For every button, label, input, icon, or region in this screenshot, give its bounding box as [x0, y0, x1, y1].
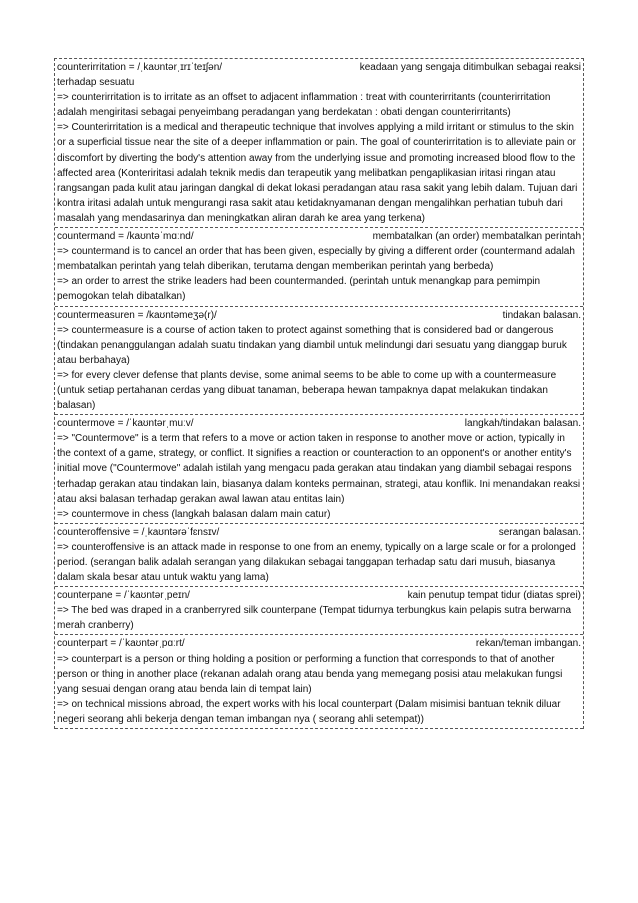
entry-header [57, 636, 581, 651]
entry-gloss: kain penutup tempat tidur (diatas sprei) [407, 590, 581, 602]
entry-gloss: rekan/teman imbangan. [475, 638, 581, 650]
entry-term: counterpane = /ˈkaʊntərˌpeɪn/ [57, 590, 190, 602]
glossary-entry [55, 524, 583, 587]
entry-text: => Counterirritation is a medical and therapeutic technique that involves applying a mild irritant or stimulus to the skin or a superficial tissue near the site of a deeper inflammation or pain. The goal of counterirritation is to alleviate pain or discomfort by diverting the body's attention away from the underlying issue and promoting increased blood flow to the affected area (Konteriritasi adalah teknik medis dan terapeutik yang melibatkan pengaplikasian iritasi ringan atau rangsangan pada kulit atau jaringan dangkal di dekat lokasi peradangan atau rasa sakit yang lebih dalam. Tujuan dari kontra iritasi adalah untuk mengurangi rasa sakit atau ketidaknyamanan dengan mengalihkan perhatian tubuh dari masalah yang mendasarinya dan meningkatkan aliran darah ke area yang terkena) [57, 122, 578, 224]
glossary-entry [55, 635, 583, 729]
glossary-entry [55, 307, 583, 416]
entry-gloss: langkah/tindakan balasan. [464, 418, 581, 430]
entry-text: => on technical missions abroad, the expert works with his local counterpart (Dalam misimisi bantuan teknik diluar negeri seorang ahli bekerja dengan teman imbangan nya ( seorang ahli setempat)) [57, 698, 561, 725]
entry-text: => counterirritation is to irritate as an offset to adjacent inflammation : treat with counterirritants (counterirritation adalah mengiritasi sebagai penyeimbang peradangan yang berdekatan : obati dengan counterirritants) [57, 92, 551, 119]
entry-header [57, 588, 581, 603]
glossary-entry [55, 59, 583, 228]
entry-term: countermand = /kaʊntəˈmɑːnd/ [57, 231, 194, 243]
entry-text: terhadap sesuatu [57, 77, 135, 89]
entry-text: => for every clever defense that plants devise, some animal seems to be able to come up with a countermeasure (untuk setiap pertahanan cerdas yang dibuat tanaman, beberapa hewan tampaknya dapat melakukan tindakan balasan) [57, 369, 557, 412]
entry-header [57, 525, 581, 540]
glossary-page [54, 58, 584, 729]
entry-header [57, 416, 581, 431]
entry-term: countermeasuren = /kaʊntəmeʒə(r)/ [57, 309, 217, 321]
entry-term: counterirritation = /ˌkaʊntərˌɪrɪˈteɪʃən/ [57, 62, 223, 73]
entry-gloss: keadaan yang sengaja ditimbulkan sebagai reaksi [359, 62, 581, 73]
entry-text: => counterpart is a person or thing holding a position or performing a function that corresponds to that of another person or thing in another place (rekanan adalah orang atau benda yang memegang posisi atau melakukan fungsi yang sesuai dengan orang atau benda lain di tempat lain) [57, 653, 563, 695]
glossary-entry [55, 587, 583, 635]
entry-header [57, 60, 581, 75]
entry-header [57, 229, 581, 244]
entry-gloss: tindakan balasan. [502, 309, 581, 321]
glossary-entry [55, 415, 583, 524]
entry-term: countermove = /ˈkaʊntərˌmuːv/ [57, 418, 194, 430]
entry-text: => The bed was draped in a cranberryred silk counterpane (Tempat tidurnya terbungkus kain pelapis sutra berwarna merah cranberry) [57, 605, 571, 632]
entry-gloss: serangan balasan. [498, 526, 581, 538]
entry-text: => an order to arrest the strike leaders had been countermanded. (perintah untuk menangkap para pemimpin pemogokan telah dibatalkan) [57, 276, 541, 303]
entry-term: counterpart = /ˈkaʊntərˌpɑːrt/ [57, 638, 185, 650]
entry-term: counteroffensive = /ˌkaʊntərəˈfɛnsɪv/ [57, 526, 220, 538]
entry-text: => countermeasure is a course of action taken to protect against something that is considered bad or dangerous (tindakan penanggulangan adalah suatu tindakan yang diambil untuk melindungi dari sesuatu yang dianggap buruk atau berbahaya) [57, 324, 567, 366]
glossary-entry [55, 228, 583, 306]
entry-text: => counteroffensive is an attack made in response to one from an enemy, typically on a large scale or for a prolonged period. (serangan balik adalah serangan yang dilakukan sebagai tanggapan terhadap satu dari musuh, biasanya dalam skala besar atau untuk waktu yang lama) [57, 541, 576, 584]
entry-header [57, 308, 581, 323]
entry-text: => countermove in chess (langkah balasan dalam main catur) [57, 508, 331, 520]
entry-text: => "Countermove" is a term that refers to a move or action taken in response to another move or action, typically in the context of a game, strategy, or conflict. It signifies a reaction or counteraction to an opponent's or another entity's initial move ("Countermove" adalah istilah yang mengacu pada gerakan atau tindakan yang diambil sebagai respons terhadap gerakan atau tindakan lain, biasanya dalam konteks permainan, strategi, atau konflik. Ini menandakan reaksi atau aksi balasan terhadap gerakan awal lawan atau entitas lain) [57, 433, 581, 505]
entry-text: => countermand is to cancel an order that has been given, especially by giving a different order (countermand adalah membatalkan perintah yang telah diberikan, terutama dengan memberikan perintah yang berbeda) [57, 246, 575, 273]
entry-gloss: membatalkan (an order) membatalkan perintah [372, 231, 581, 243]
